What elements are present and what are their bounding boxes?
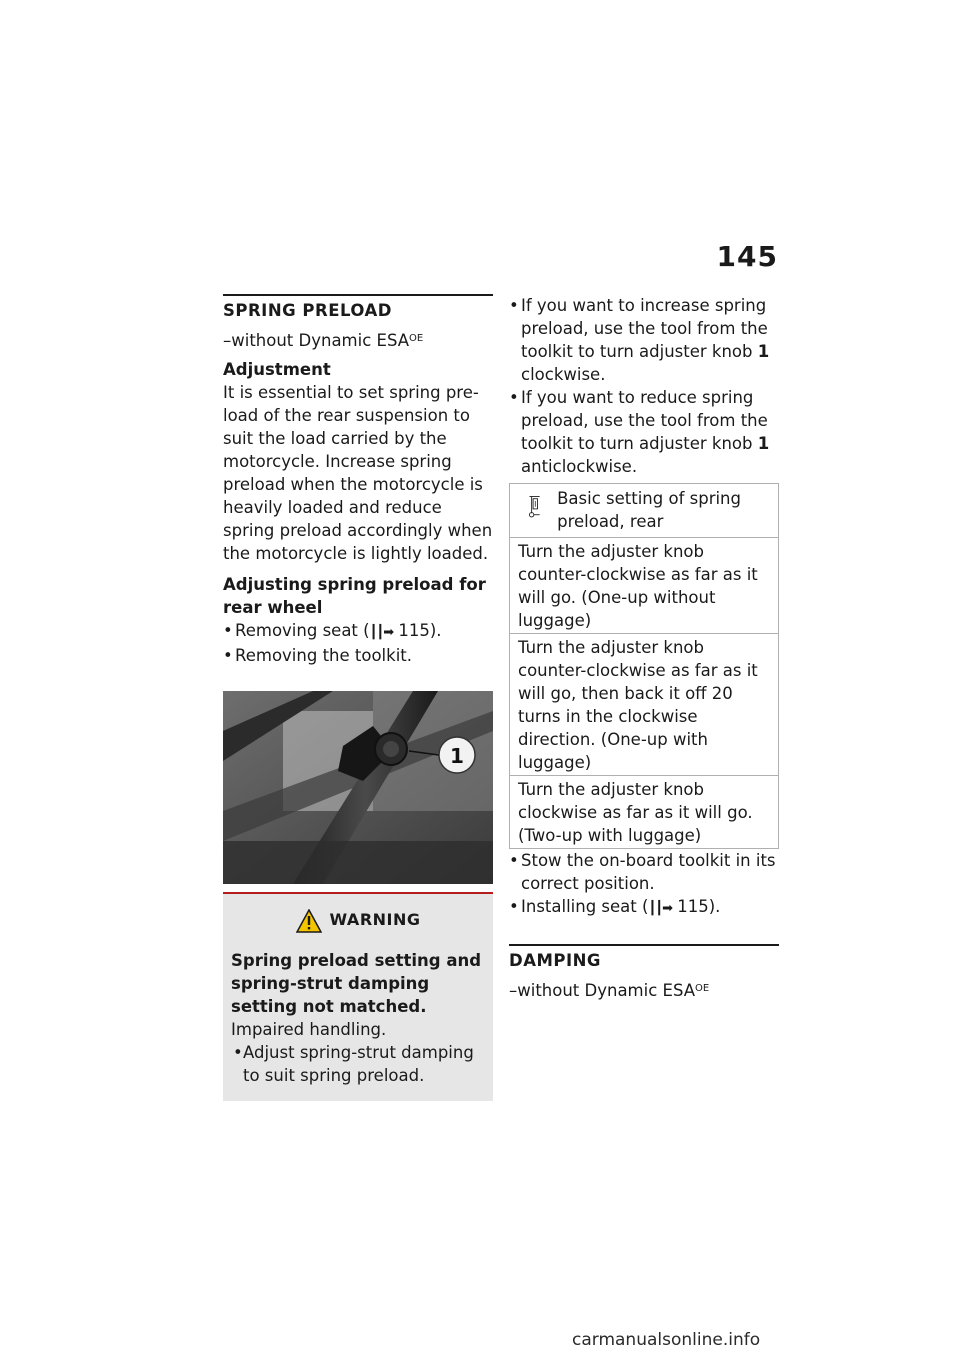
warning-triangle-icon bbox=[296, 909, 322, 933]
step-after: anticlockwise. bbox=[521, 457, 638, 476]
step-text: If you want to reduce spring preload, use the tool from the toolkit to turn adjuster knob bbox=[521, 388, 768, 453]
step-text: Stow the on-board toolkit in its correct position. bbox=[521, 851, 776, 893]
spec-row-two-up-luggage: Turn the adjuster knob clockwise as far as it will go. (Two-up with luggage) bbox=[518, 780, 753, 845]
increase-preload-step bbox=[509, 294, 779, 386]
knob-number: 1 bbox=[757, 434, 770, 453]
spec-row-one-up-no-luggage: Turn the adjuster knob counter-clockwise as far as it will go. (One-up without luggage) bbox=[510, 538, 778, 634]
damping-variant-note bbox=[509, 979, 779, 1002]
rear-suspension-illustration bbox=[223, 691, 493, 884]
adjustment-text: It is essential to set spring pre-load of the rear suspension to suit the load carried by the motorcycle. Increase spring preload when the motorcycle is heavily loaded and reduce spring preload accordingly when the motorcycle is lightly loaded. bbox=[223, 383, 493, 563]
left-column bbox=[223, 294, 493, 1101]
step-remove-toolkit bbox=[223, 644, 493, 667]
variant-note bbox=[223, 329, 493, 352]
warning-title-text: WARNING bbox=[329, 910, 421, 929]
stow-toolkit-step bbox=[509, 849, 779, 895]
photo-callout-1: 1 bbox=[450, 744, 464, 768]
warning-box bbox=[223, 892, 493, 1101]
adjustment-heading: Adjustment bbox=[223, 360, 331, 379]
knob-number: 1 bbox=[757, 342, 770, 361]
warning-consequence: Impaired handling. bbox=[231, 1019, 387, 1039]
variant-sup: OE bbox=[695, 983, 710, 994]
warning-bold-text: Spring preload setting and spring-strut damping setting not matched. bbox=[231, 950, 482, 1016]
step-text: Removing seat ( bbox=[235, 621, 370, 640]
step-text: Removing the toolkit. bbox=[235, 646, 412, 665]
step-ref: 115). bbox=[398, 621, 442, 640]
spec-table bbox=[509, 483, 779, 849]
variant-sup: OE bbox=[409, 333, 424, 344]
rear-suspension-photo bbox=[223, 691, 493, 884]
page-ref-arrow-icon: ┃┃➡ bbox=[369, 625, 394, 640]
page-number: 145 bbox=[716, 240, 778, 273]
step-text: If you want to increase spring preload, use the tool from the toolkit to turn adjuster knob bbox=[521, 296, 768, 361]
section-title-damping: DAMPING bbox=[509, 944, 779, 972]
warning-title bbox=[231, 908, 485, 933]
page-ref-arrow-icon: ┃┃➡ bbox=[648, 901, 672, 916]
step-ref: 115). bbox=[677, 897, 721, 916]
spec-table-header bbox=[510, 484, 778, 538]
reduce-preload-step bbox=[509, 386, 779, 478]
step-after: clockwise. bbox=[521, 365, 606, 384]
warning-action: • Adjust spring-strut damping to suit spring preload. bbox=[231, 1041, 485, 1087]
procedure-heading: Adjusting spring preload for rear wheel bbox=[223, 575, 486, 617]
spring-setting-icon bbox=[528, 490, 541, 522]
install-seat-step bbox=[509, 895, 779, 920]
watermark: carmanualsonline.info bbox=[572, 1330, 761, 1350]
variant-note-text: –without Dynamic ESA bbox=[509, 981, 696, 1000]
spec-table-title: Basic setting of spring preload, rear bbox=[557, 489, 741, 531]
right-column bbox=[509, 294, 779, 1002]
step-remove-seat bbox=[223, 619, 493, 644]
spec-row-one-up-luggage: Turn the adjuster knob counter-clockwise as far as it will go, then back it off 20 turns in the clockwise direction. (One-up with luggage) bbox=[510, 634, 778, 776]
step-text: Installing seat ( bbox=[521, 897, 649, 916]
variant-note-text: –without Dynamic ESA bbox=[223, 331, 410, 350]
section-title-spring-preload: SPRING PRELOAD bbox=[223, 294, 493, 322]
